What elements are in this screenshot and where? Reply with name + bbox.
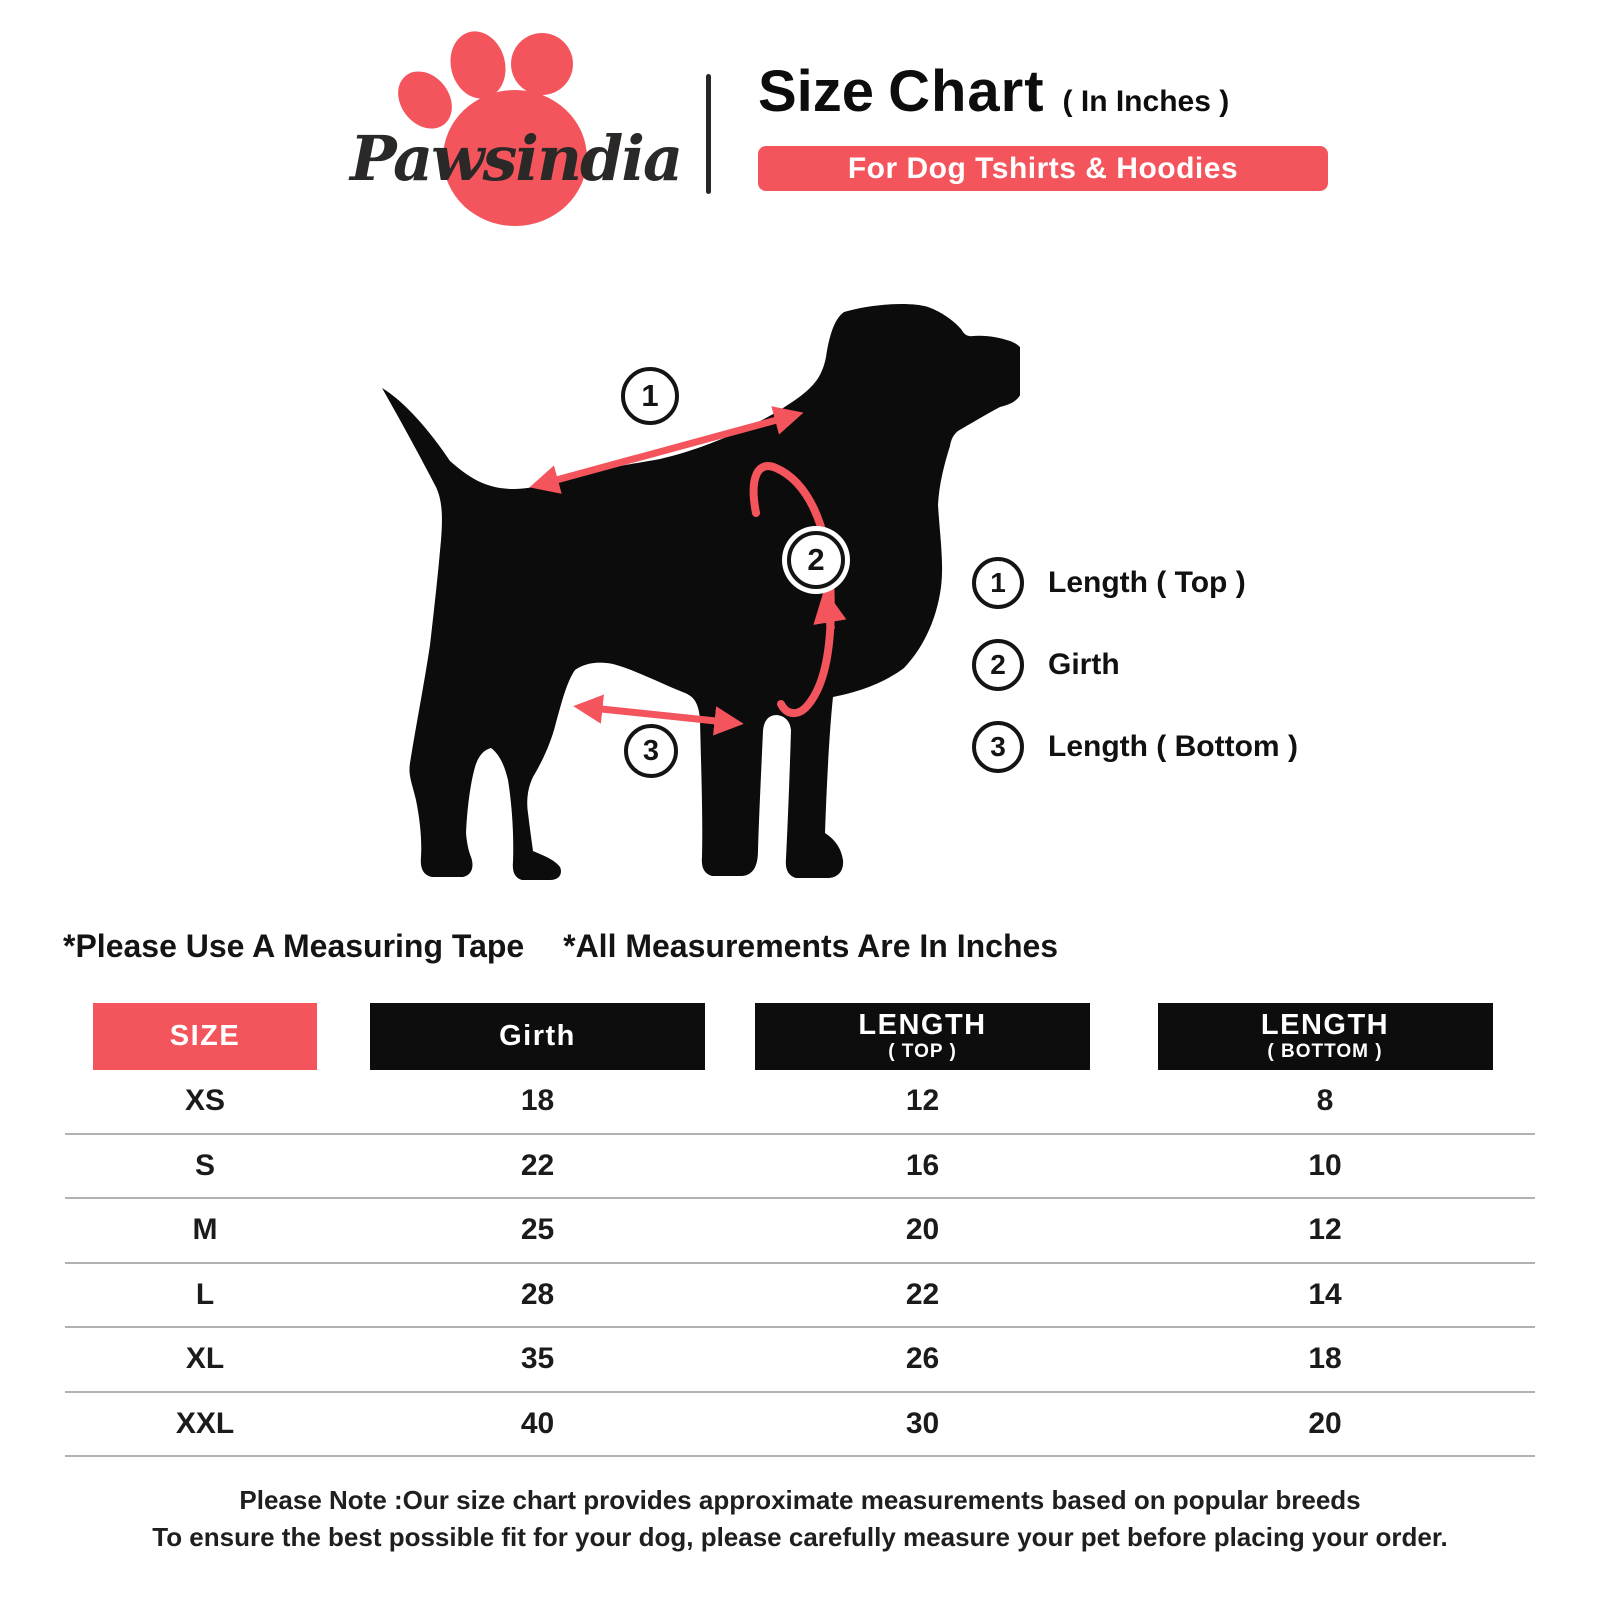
cell-length-top: 16 <box>905 1148 940 1182</box>
cell-girth: 22 <box>520 1148 555 1182</box>
title-chart: Chart <box>888 59 1045 124</box>
cell-length-bottom: 18 <box>1308 1342 1342 1376</box>
legend-circle-1: 1 <box>972 557 1024 609</box>
footer-line-1: Please Note :Our size chart provides approximate measurements based on popular breeds <box>239 1485 1361 1515</box>
table-row-xl <box>65 1328 1535 1393</box>
table-row-xxl <box>65 1393 1535 1458</box>
legend-label-1: Length ( Top ) <box>1048 566 1246 599</box>
title-in-inches: ( In Inches ) <box>1062 85 1230 118</box>
cell-length-bottom: 14 <box>1308 1277 1342 1311</box>
cell-length-top: 30 <box>905 1406 940 1440</box>
brand-logo <box>350 38 698 243</box>
legend-label-2: Girth <box>1048 648 1120 681</box>
cell-size: XL <box>185 1342 225 1376</box>
footer-line-2: To ensure the best possible fit for your dog, please carefully measure your pet before placing your order. <box>152 1521 1448 1552</box>
legend-circle-3: 3 <box>972 721 1024 773</box>
note-units: *All Measurements Are In Inches <box>563 928 1059 964</box>
diagram-marker-2-num: 2 <box>807 542 825 577</box>
cell-girth: 40 <box>520 1406 555 1440</box>
diagram-marker-3-num: 3 <box>642 734 660 767</box>
cell-size: M <box>192 1213 218 1247</box>
table-row-l <box>65 1264 1535 1329</box>
legend-item-length-top <box>972 557 1298 609</box>
cell-size: L <box>195 1277 215 1311</box>
cell-length-top: 20 <box>905 1213 940 1247</box>
legend-item-length-bottom <box>972 721 1298 773</box>
cell-size: XXL <box>175 1406 235 1440</box>
category-banner-label: For Dog Tshirts & Hoodies <box>847 151 1239 185</box>
cell-size: S <box>194 1148 215 1182</box>
table-row-xs <box>65 1070 1535 1135</box>
cell-length-bottom: 20 <box>1308 1406 1342 1440</box>
table-header-row <box>65 1003 1535 1070</box>
girth-arrow <box>826 599 831 629</box>
cell-length-top: 12 <box>905 1084 940 1118</box>
dog-silhouette-diagram <box>370 285 1020 895</box>
cell-girth: 35 <box>520 1342 555 1376</box>
cell-length-bottom: 8 <box>1316 1084 1334 1118</box>
cell-length-bottom: 10 <box>1308 1148 1342 1182</box>
measurement-legend <box>972 557 1298 773</box>
diagram-marker-1-num: 1 <box>641 378 659 413</box>
measurement-notes <box>63 928 1058 965</box>
page-title <box>758 58 1229 136</box>
diagram-marker-3 <box>624 724 678 778</box>
cell-girth: 25 <box>520 1213 555 1247</box>
header-divider <box>706 74 711 194</box>
table-row-m <box>65 1199 1535 1264</box>
cell-length-top: 26 <box>905 1342 940 1376</box>
cell-length-top: 22 <box>905 1277 940 1311</box>
title-size: Size <box>758 59 875 124</box>
cell-girth: 18 <box>520 1084 555 1118</box>
note-measuring-tape: *Please Use A Measuring Tape <box>63 928 525 964</box>
table-header-length-top: LENGTH ( TOP ) <box>755 1003 1090 1070</box>
diagram-marker-2 <box>787 531 845 589</box>
cell-girth: 28 <box>520 1277 555 1311</box>
size-chart-table <box>65 1003 1535 1457</box>
table-row-s <box>65 1135 1535 1200</box>
cell-size: XS <box>184 1084 226 1118</box>
footer-note <box>0 1482 1600 1556</box>
legend-circle-2: 2 <box>972 639 1024 691</box>
cell-length-bottom: 12 <box>1308 1213 1342 1247</box>
table-header-size: SIZE <box>93 1003 317 1070</box>
table-header-length-bottom: LENGTH ( BOTTOM ) <box>1158 1003 1493 1070</box>
diagram-marker-1 <box>621 367 679 425</box>
category-banner <box>758 146 1328 191</box>
dog-silhouette <box>382 304 1020 880</box>
legend-item-girth <box>972 639 1298 691</box>
table-header-girth: Girth <box>370 1003 705 1070</box>
legend-label-3: Length ( Bottom ) <box>1048 730 1298 763</box>
brand-wordmark: Pawsindia <box>350 122 682 195</box>
